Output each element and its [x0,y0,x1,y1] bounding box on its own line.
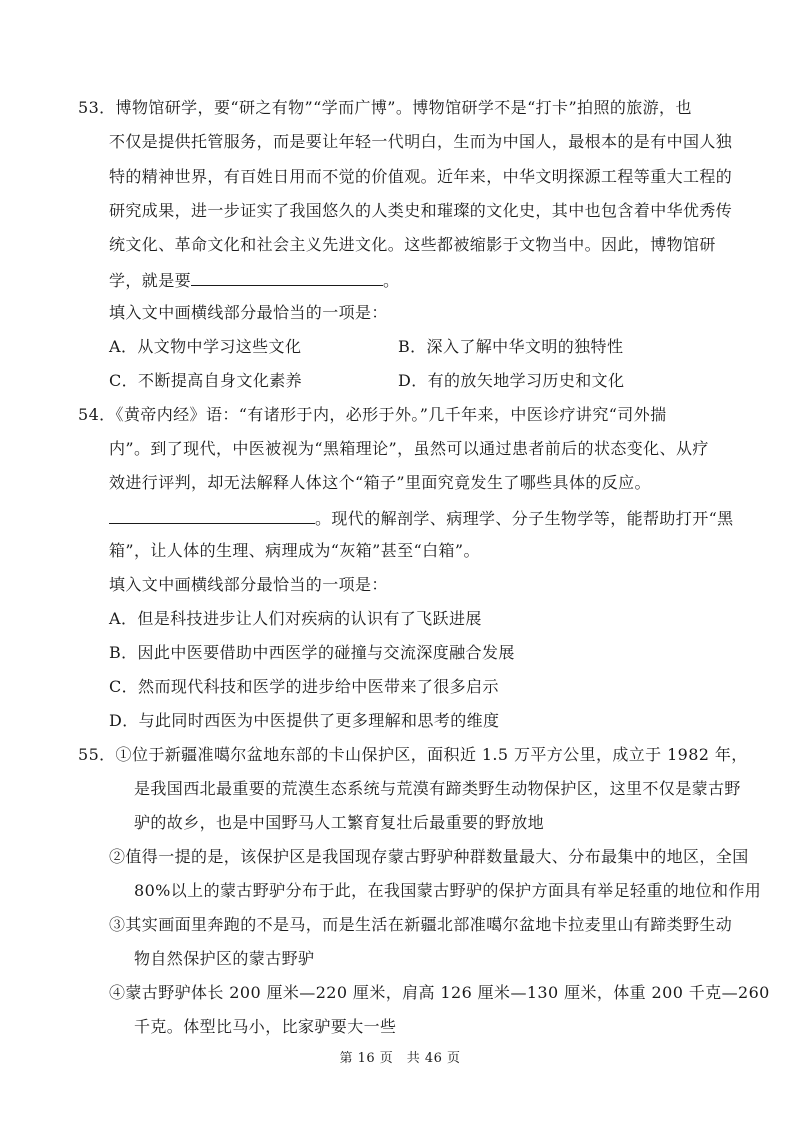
q54-option-a: A．但是科技进步让人们对疾病的认识有了飞跃进展 [109,609,482,628]
q55-sentence-2-line-2: 80%以上的蒙古野驴分布于此，在我国蒙古野驴的保护方面具有举足轻重的地位和作用 [134,881,762,900]
q54-line-4-text: 。现代的解剖学、病理学、分子生物学等，能帮助打开“黑 [315,509,734,528]
q55-sentence-1-line-3: 驴的故乡，也是中国野马人工繁育复壮后最重要的野放地 [134,813,545,832]
q54-option-b: B．因此中医要借助中西医学的碰撞与交流深度融合发展 [109,643,515,662]
q54-option-c: C．然而现代科技和医学的进步给中医带来了很多启示 [109,677,499,696]
q54-line-1: 54．《黄帝内经》语：“有诸形于内，必形于外。”几千年来，中医诊疗讲究“司外揣 [78,405,667,424]
q53-option-d: D．有的放矢地学习历史和文化 [398,371,625,390]
q53-line-2: 不仅是提供托管服务，而是要让年轻一代明白，生而为中国人，最根本的是有中国人独 [109,132,733,151]
q54-line-3: 效进行评判，却无法解释人体这个“箱子”里面究竟发生了哪些具体的反应。 [109,473,651,492]
q53-line-1: 53．博物馆研学，要“研之有物”“学而广博”。博物馆研学不是“打卡”拍照的旅游，也 [78,98,692,117]
q55-sentence-3-line-1: ③其实画面里奔跑的不是马，而是生活在新疆北部准噶尔盆地卡拉麦里山有蹄类野生动 [109,915,733,934]
q53-option-c: C．不断提高自身文化素养 [109,371,303,390]
q53-prompt: 填入文中画横线部分最恰当的一项是： [109,303,388,322]
q54-line-4 [109,506,734,528]
q54-option-d: D．与此同时西医为中医提供了更多理解和思考的维度 [109,711,500,730]
q54-line-5: 箱”，让人体的生理、病理成为“灰箱”甚至“白箱”。 [109,541,480,560]
q53-line-3: 特的精神世界，有百姓日用而不觉的价值观。近年来，中华文明探源工程等重大工程的 [109,167,733,186]
q55-sentence-1-line-2: 是我国西北最重要的荒漠生态系统与荒漠有蹄类野生动物保护区，这里不仅是蒙古野 [134,779,741,798]
page-number-footer: 第 16 页 共 46 页 [339,1051,461,1066]
q54-prompt: 填入文中画横线部分最恰当的一项是： [109,575,388,594]
q53-line-5: 统文化、革命文化和社会主义先进文化。这些都被缩影于文物当中。因此，博物馆研 [109,235,716,254]
q53-line-4: 研究成果，进一步证实了我国悠久的人类史和璀璨的文化史，其中也包含着中华优秀传 [109,201,733,220]
answer-blank [109,506,315,524]
q53-line-6-text: 学，就是要 [109,271,192,290]
q53-option-a: A．从文物中学习这些文化 [109,337,302,356]
q53-line-6 [109,268,399,290]
q55-sentence-2-line-1: ②值得一提的是，该保护区是我国现存蒙古野驴种群数量最大、分布最集中的地区，全国 [109,847,749,866]
answer-blank [191,268,383,286]
q55-sentence-4-line-2: 千克。体型比马小，比家驴要大一些 [134,1017,397,1036]
q55-sentence-4-line-1: ④蒙古野驴体长 200 厘米—220 厘米，肩高 126 厘米—130 厘米，体重 200 千克—260 [109,983,770,1002]
q53-line-6-end: 。 [383,271,400,290]
q55-sentence-3-line-2: 物自然保护区的蒙古野驴 [134,949,315,968]
q55-sentence-1-line-1: 55．①位于新疆准噶尔盆地东部的卡山保护区，面积近 1.5 万平方公里，成立于 1982 年， [78,745,748,764]
q54-line-2: 内”。到了现代，中医被视为“黑箱理论”，虽然可以通过患者前后的状态变化、从疗 [109,439,709,458]
q53-option-b: B．深入了解中华文明的独特性 [398,337,624,356]
